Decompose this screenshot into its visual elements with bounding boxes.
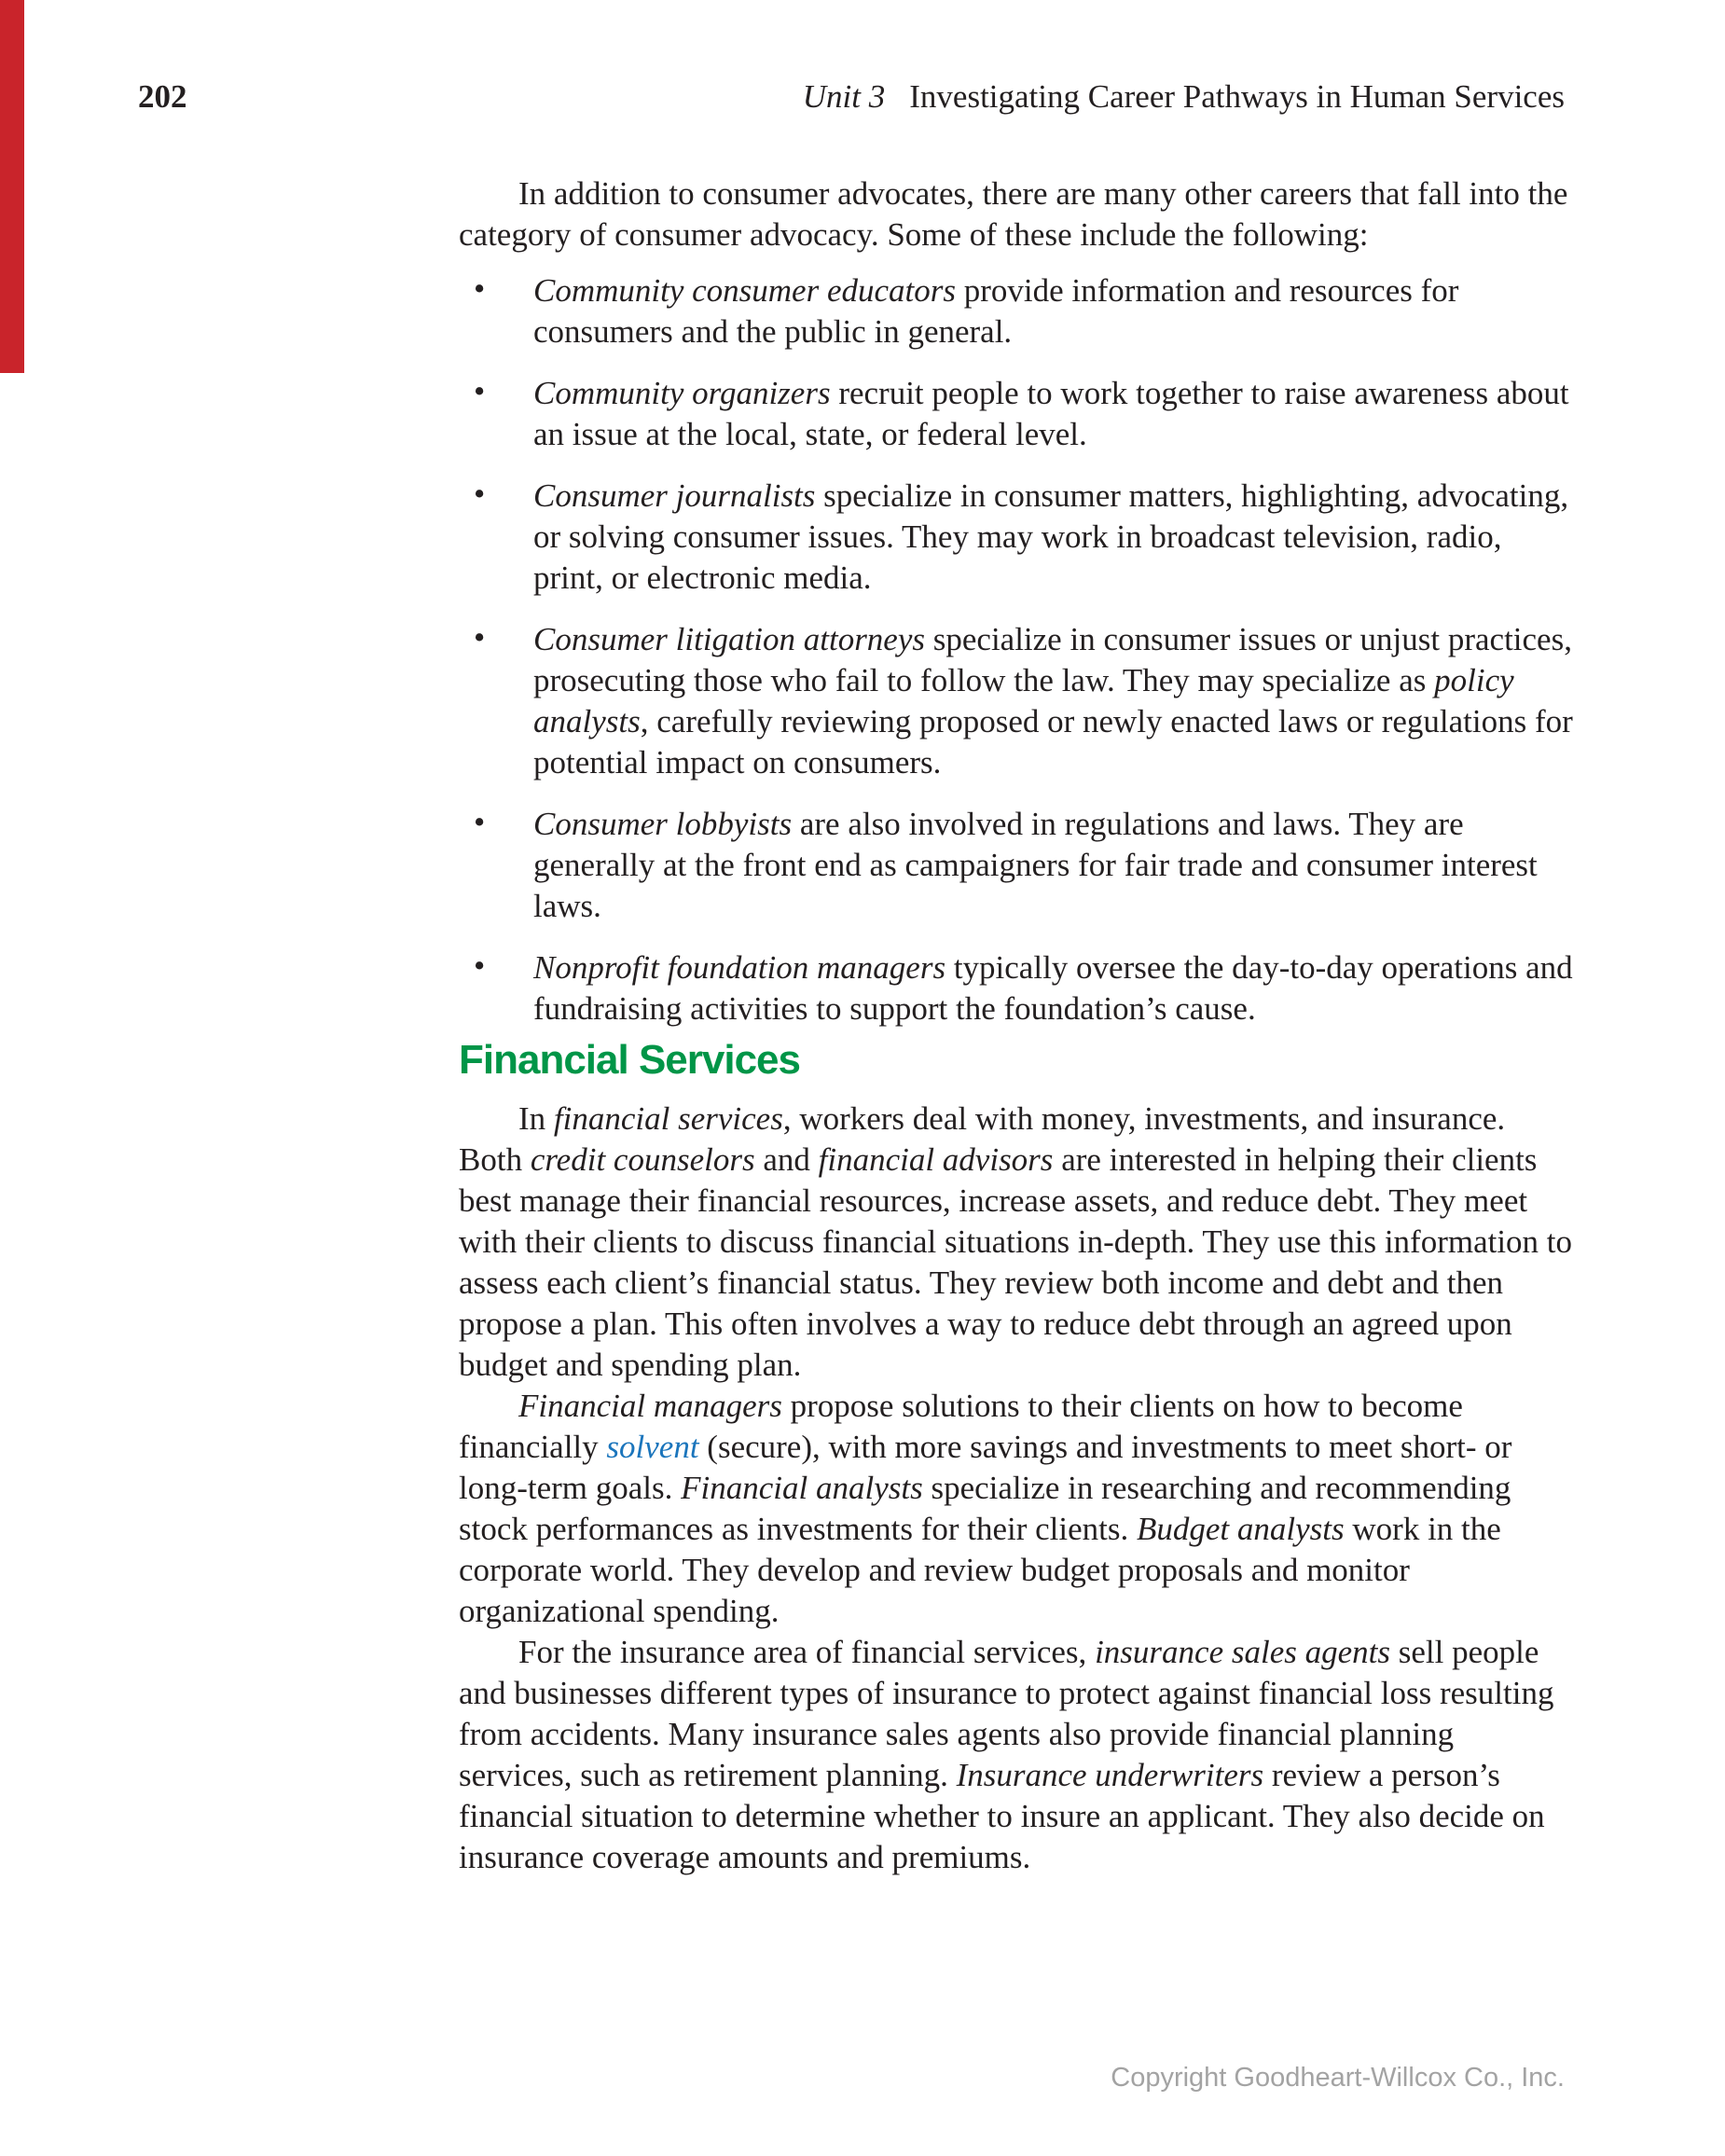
text-column [459,173,1574,1878]
section-heading: Financial Services [459,1037,800,1083]
section-paragraphs [459,1099,1574,1878]
paragraph [459,1099,1574,1386]
career-term: Consumer lobbyists [533,806,793,842]
career-term: Consumer journalists [533,477,816,514]
bullet-item [459,619,1574,783]
career-term: credit counselors [530,1141,755,1178]
body-text: typically oversee the day-to-day operations and fundraising activities to support the foundation’s cause. [533,949,1573,1027]
body-text: sell people and businesses different types of insurance to protect against financial loss resulting from accidents. Many insurance sales agents also provide financial planning services, such as retirement planning. [459,1634,1554,1793]
body-text: specialize in consumer matters, highlighting, advocating, or solving consumer issues. They may work in broadcast television, radio, print, or electronic media. [533,477,1569,596]
bullet-item [459,476,1574,599]
body-text: (secure), with more savings and investments to meet short- or long-term goals. [459,1429,1512,1506]
career-term: financial services [553,1100,783,1137]
career-term: Community consumer educators [533,272,957,309]
body-text: In addition to consumer advocates, there are many other careers that fall into the category of consumer advocacy. Some of these include the following: [459,175,1568,253]
career-term: Budget analysts [1137,1511,1345,1547]
career-term: Financial managers [518,1388,782,1424]
body-text: For the insurance area of financial services, [518,1634,1096,1670]
body-text: are interested in helping their clients best manage their financial resources, increase assets, and reduce debt. They meet with their clients to discuss financial situations in-depth. They use this information to assess each client’s financial status. They review both income and debt and then propose a plan. This often involves a way to reduce debt through an agreed upon budget and spending plan. [459,1141,1573,1383]
body-text: are also involved in regulations and laws. They are generally at the front end as campaigners for fair trade and consumer interest laws. [533,806,1538,924]
bullet-item [459,373,1574,455]
career-term: insurance sales agents [1095,1634,1390,1670]
body-text: In [518,1100,554,1137]
career-term: financial advisors [818,1141,1054,1178]
body-text: and [754,1141,819,1178]
bullet-item [459,804,1574,927]
unit-label: Unit 3 [802,78,886,115]
paragraph [459,1386,1574,1632]
body-text: review a person’s financial situation to determine whether to insure an applicant. They also decide on insurance coverage amounts and premiums. [459,1757,1545,1875]
career-term: Nonprofit foundation managers [533,949,946,986]
body-text: recruit people to work together to raise awareness about an issue at the local, state, or federal level. [533,375,1569,452]
body-text: work in the corporate world. They develop and review budget proposals and monitor organizational spending. [459,1511,1501,1629]
body-text: specialize in consumer issues or unjust practices, prosecuting those who fail to follow the law. They may specialize as [533,621,1572,698]
body-text: specialize in researching and recommending stock performances as investments for their clients. [459,1470,1511,1547]
bullet-list [459,270,1574,1030]
career-term: Community organizers [533,375,831,411]
chapter-title: Investigating Career Pathways in Human Services [909,78,1565,115]
body-text: provide information and resources for consumers and the public in general. [533,272,1459,350]
running-head [138,78,1565,116]
paragraph [459,1632,1574,1878]
bullet-item [459,270,1574,352]
intro-paragraph [459,173,1574,256]
body-text: , workers deal with money, investments, and insurance. Both [459,1100,1506,1178]
career-term: Insurance underwriters [956,1757,1264,1793]
unit-edge-tab [0,0,24,373]
bullet-item [459,947,1574,1030]
career-term: policy analysts [533,662,1514,739]
body-text: propose solutions to their clients on how to become financially [459,1388,1463,1465]
career-term: Consumer litigation attorneys [533,621,925,657]
running-head-title [803,78,1565,116]
key-term-link[interactable]: solvent [606,1429,699,1465]
copyright-footer: Copyright Goodheart-Willcox Co., Inc. [1111,2063,1565,2093]
career-term: Financial analysts [681,1470,923,1506]
body-text: , carefully reviewing proposed or newly enacted laws or regulations for potential impact on consumers. [533,703,1573,781]
page-number: 202 [138,78,187,115]
